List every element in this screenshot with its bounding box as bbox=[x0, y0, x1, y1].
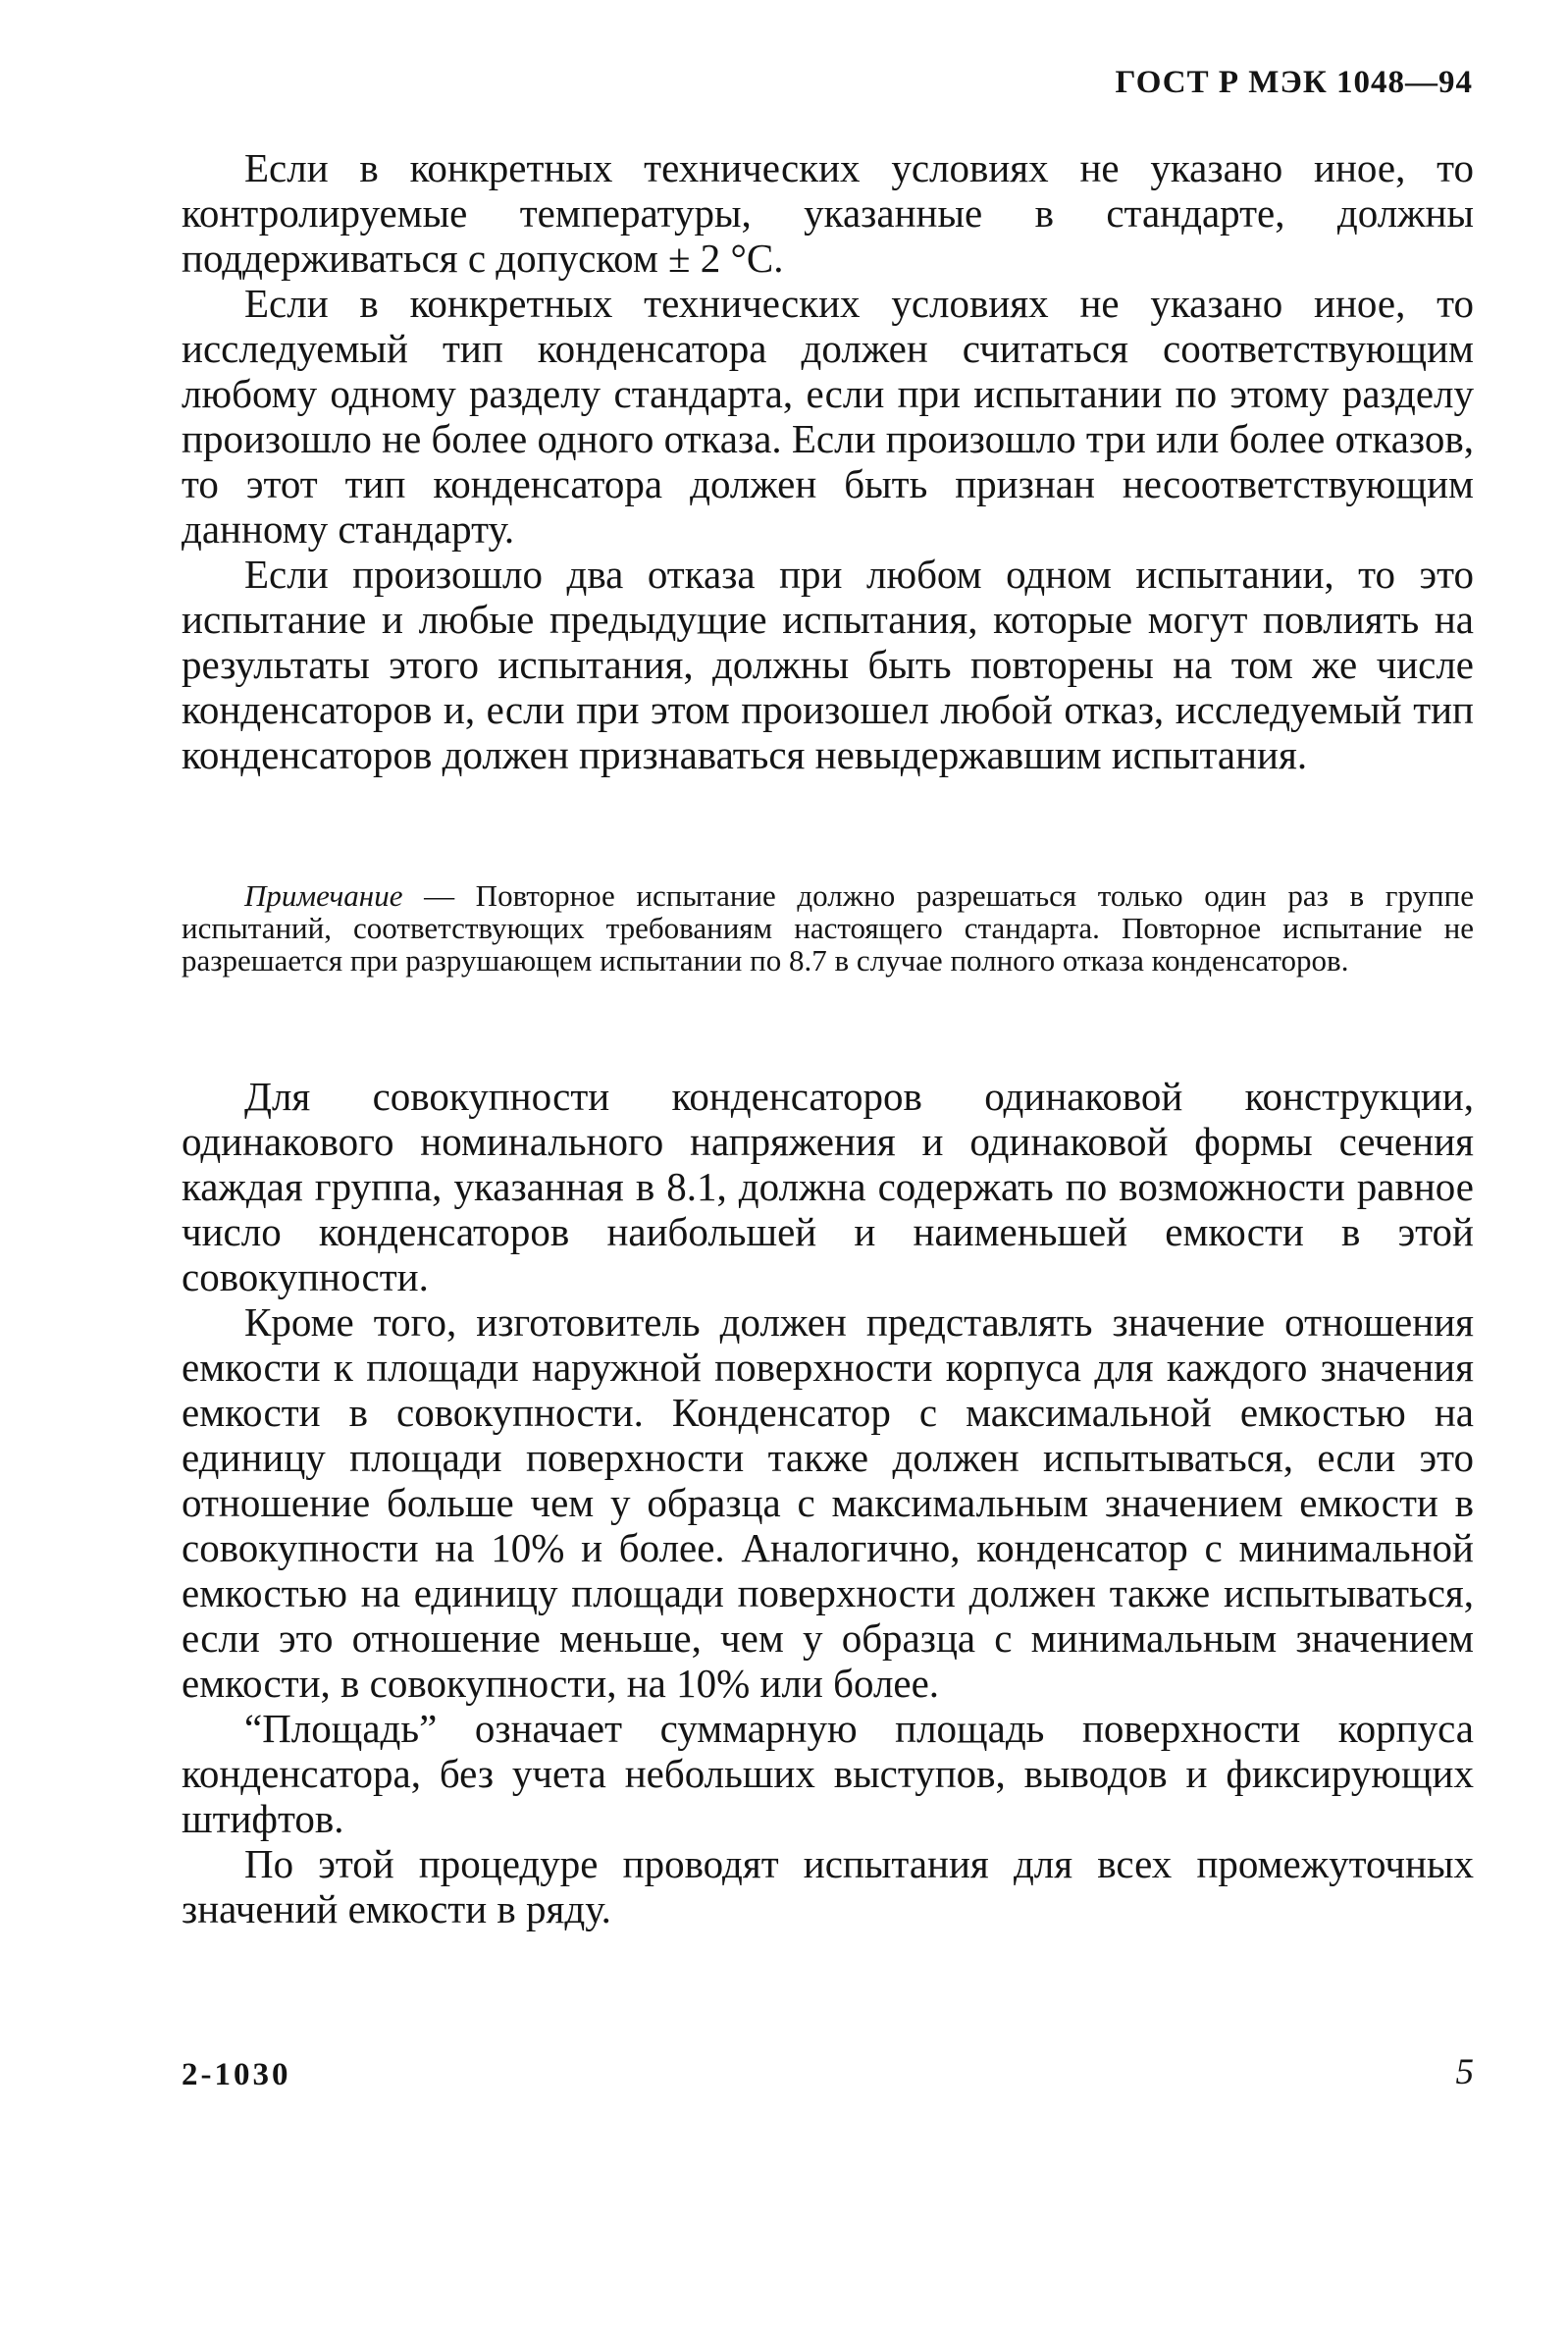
paragraph-capacitance-ratio: Кроме того, изготовитель должен представлять значение отношения емкости к площади наружной поверхности корпуса для каждого значения емкости в совокупности. Конденсатор с максимальной емкостью на единицу площади поверхности также должен испытываться, если это отношение больше чем у образца с максимальным значением емкости в совокупности на 10% и более. Аналогично, конденсатор с минимальной емкостью на единицу площади поверхности должен также испытываться, если это отношение меньше, чем у образца с минимальным значением емкости, в совокупности, на 10% или более. bbox=[182, 1299, 1474, 1706]
print-code: 2-1030 bbox=[182, 2057, 291, 2092]
paragraph-failure-criteria: Если в конкретных технических условиях не указано иное, то исследуемый тип конденсатора должен считаться соответствующим любому одному разделу стандарта, если при испытании по этому разделу произошло не более одного отказа. Если произошло три или более отказов, то этот тип конденсатора должен быть признан несоответствующим данному стандарту. bbox=[182, 281, 1474, 552]
body-text-bottom bbox=[182, 1074, 1474, 1931]
note-text: — Повторное испытание должно разрешаться только один раз в группе испытаний, соответствующих требованиям настоящего стандарта. Повторное испытание не разрешается при разрушающем испытании по 8.7 в случае полного отказа конденсаторов. bbox=[182, 878, 1474, 978]
paragraph-repeat-tests: Если произошло два отказа при любом одном испытании, то это испытание и любые предыдущие испытания, которые могут повлиять на результаты этого испытания, должны быть повторены на том же числе конденсаторов и, если при этом произошел любой отказ, исследуемый тип конденсаторов должен признаваться невыдержавшим испытания. bbox=[182, 552, 1474, 777]
paragraph-area-definition: “Площадь” означает суммарную площадь поверхности корпуса конденсатора, без учета небольших выступов, выводов и фиксирующих штифтов. bbox=[182, 1706, 1474, 1841]
paragraph-group-composition: Для совокупности конденсаторов одинаковой конструкции, одинакового номинального напряжения и одинаковой формы сечения каждая группа, указанная в 8.1, должна содержать по возможности равное число конденсаторов наибольшей и наименьшей емкости в этой совокупности. bbox=[182, 1074, 1474, 1299]
paragraph-intermediate-values: По этой процедуре проводят испытания для всех промежуточных значений емкости в ряду. bbox=[182, 1841, 1474, 1931]
body-text-top bbox=[182, 145, 1474, 777]
page-number: 5 bbox=[1455, 2052, 1474, 2092]
note-label: Примечание bbox=[244, 878, 403, 913]
paragraph-temperature-tolerance: Если в конкретных технических условиях не указано иное, то контролируемые температуры, указанные в стандарте, должны поддерживаться с допуском ± 2 °С. bbox=[182, 145, 1474, 281]
note-block bbox=[182, 879, 1474, 977]
standard-header: ГОСТ Р МЭК 1048—94 bbox=[1115, 65, 1473, 100]
